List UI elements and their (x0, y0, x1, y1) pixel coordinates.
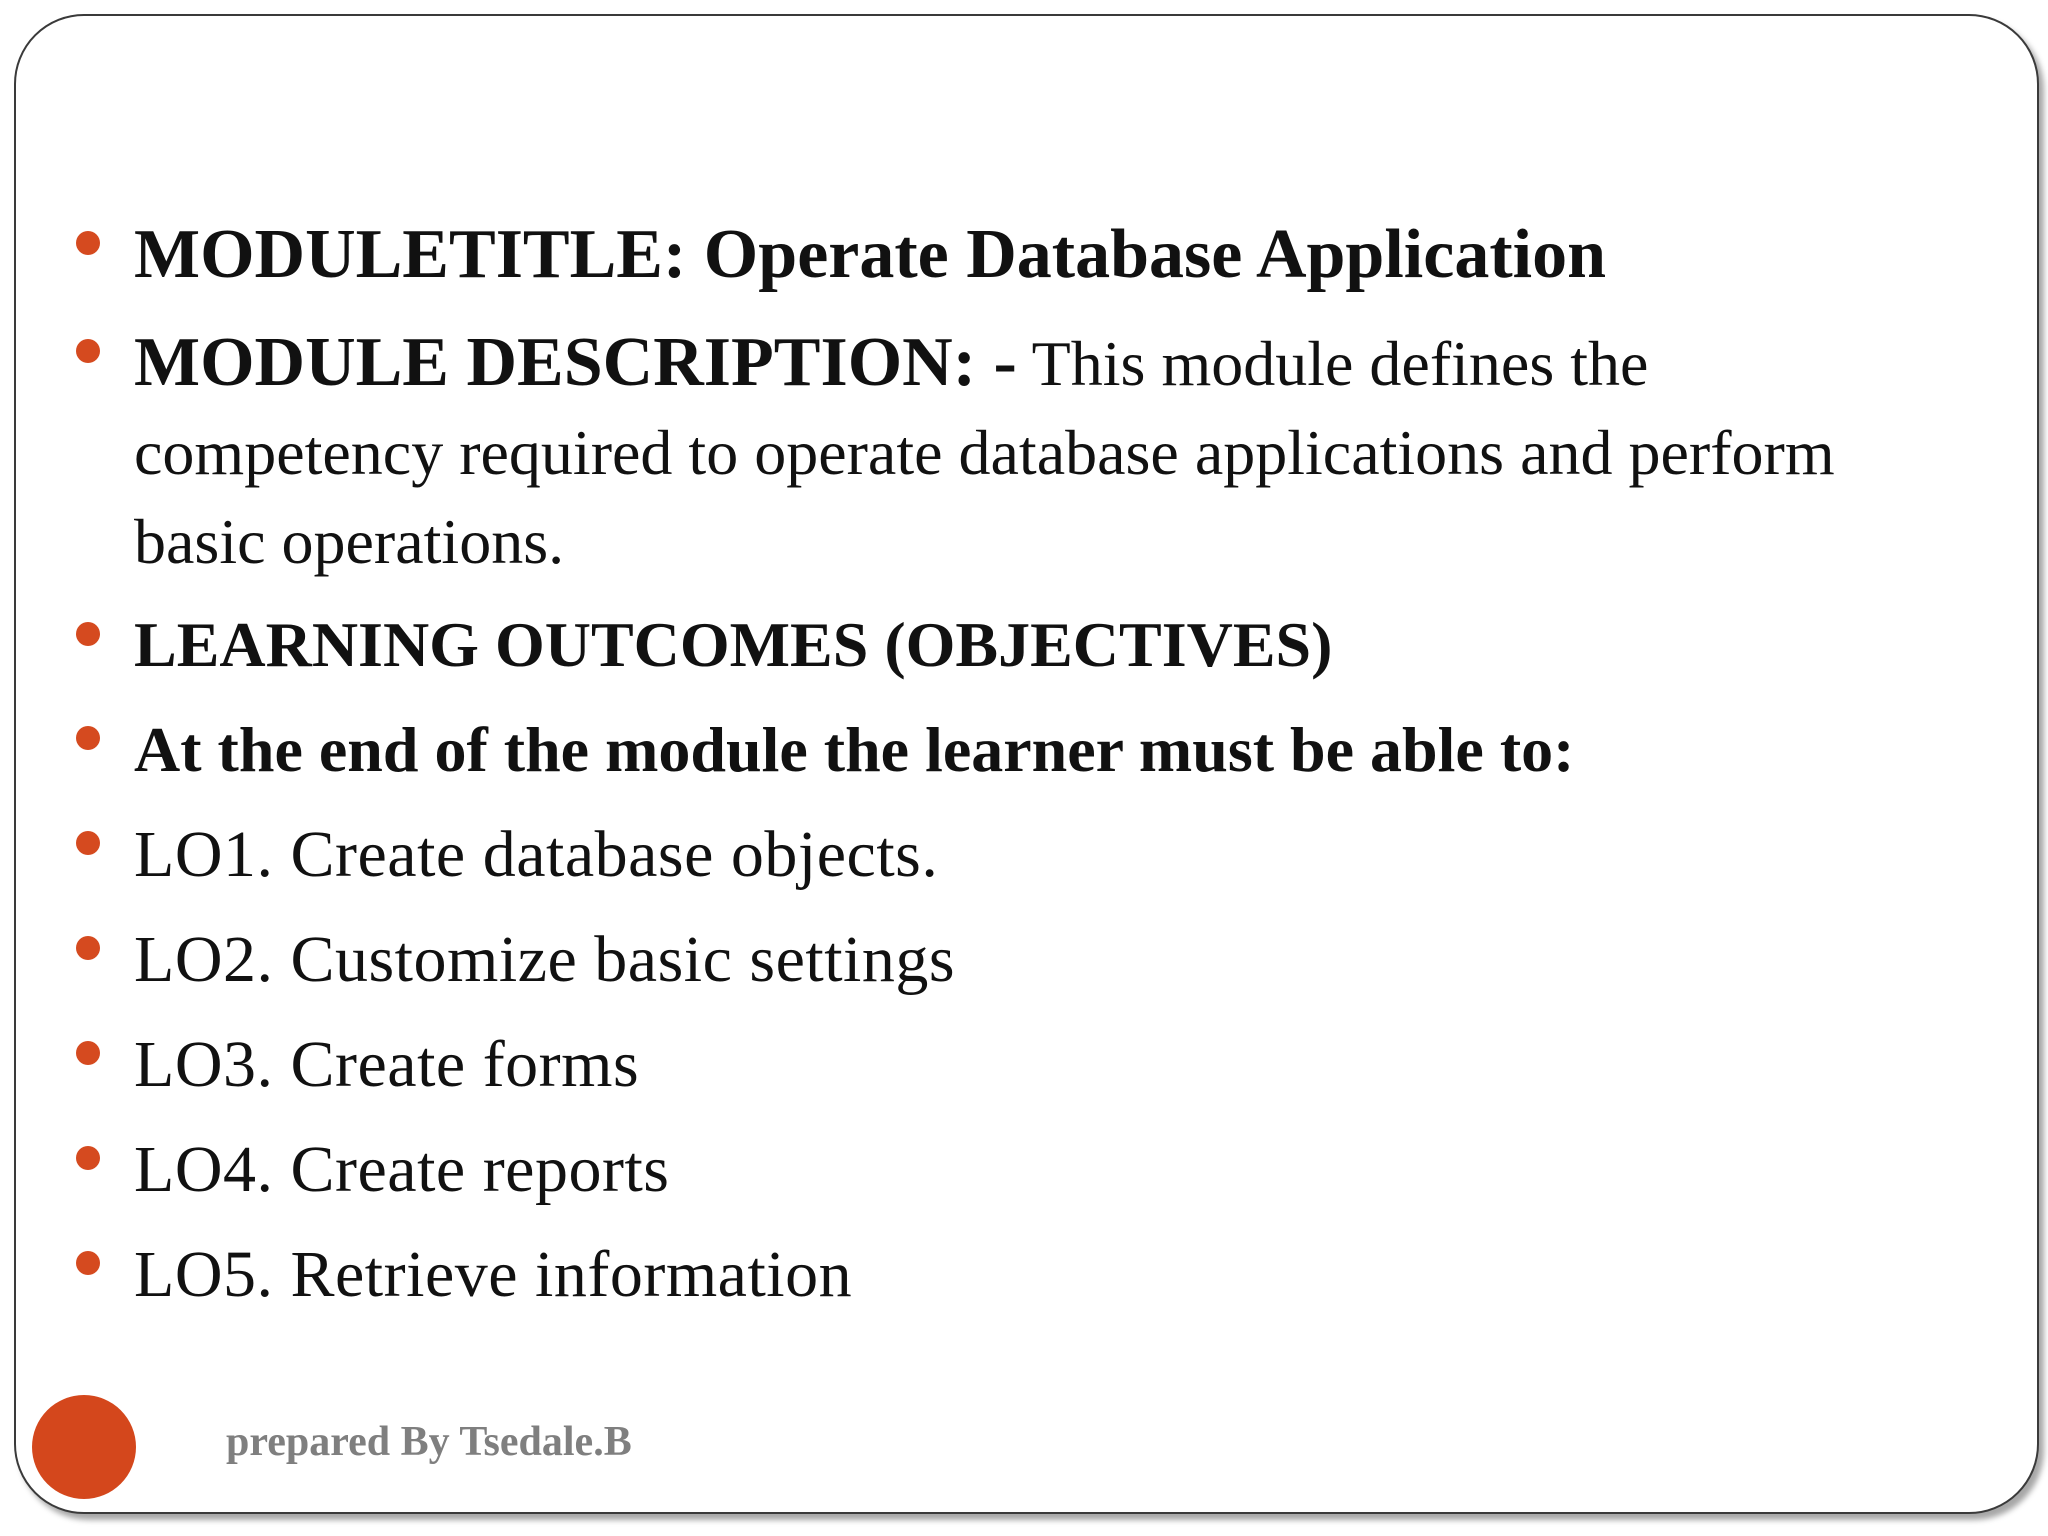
bullet-dot (76, 1146, 100, 1170)
bullet-dot (76, 726, 100, 750)
learning-outcomes-bullet (134, 600, 1934, 689)
learning-outcome-item (134, 810, 1934, 899)
learner-able-bullet (134, 705, 1934, 794)
bullet-body-text: LO1. Create database objects. (134, 818, 939, 891)
bullet-dot (76, 1041, 100, 1065)
bullet-bold-text: MODULE DESCRIPTION: - (134, 324, 1017, 401)
bullet-bold-text: At the end of the module the learner must be able to: (134, 714, 1575, 785)
learning-outcome-item (134, 1020, 1934, 1109)
learning-outcome-item (134, 1230, 1934, 1319)
footer-credit: prepared By Tsedale.B (226, 1419, 632, 1465)
bullet-dot (76, 831, 100, 855)
orange-circle-decoration (32, 1395, 136, 1499)
bullet-dot (76, 936, 100, 960)
bullet-body-text: LO3. Create forms (134, 1028, 640, 1101)
bullet-dot (76, 622, 100, 646)
bullet-body-text: This module defines the competency required to operate database applications and perform basic operations. (134, 328, 1835, 577)
module-description-bullet (134, 318, 1924, 586)
bullet-body-text: LO2. Customize basic settings (134, 923, 956, 996)
bullet-dot (76, 231, 100, 255)
bullet-bold-text: MODULETITLE: Operate Database Application (134, 216, 1607, 293)
bullet-dot (76, 339, 100, 363)
bullet-body-text: LO5. Retrieve information (134, 1238, 853, 1311)
bullet-body-text: LO4. Create reports (134, 1133, 670, 1206)
bullet-dot (76, 1251, 100, 1275)
learning-outcome-item (134, 915, 1934, 1004)
bullet-bold-text: LEARNING OUTCOMES (OBJECTIVES) (134, 609, 1333, 680)
module-title-bullet (134, 210, 1934, 299)
learning-outcome-item (134, 1125, 1934, 1214)
